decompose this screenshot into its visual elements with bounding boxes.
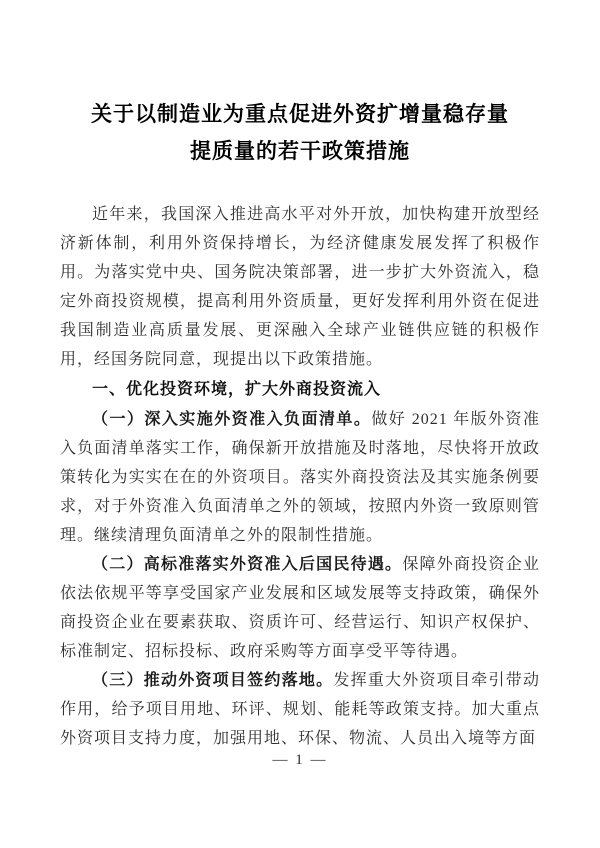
policy-item-1-text: 做好 2021 年版外资准入负面清单落实工作，确保新开放措施及时落地，尽快将开放政策转化为实实在在的外资项目。落实外商投资法及其实施条例要求，对于外资准入负面清单之外的领域，按照内外资一致原则管理。继续清理负面清单之外的限制性措施。 bbox=[60, 411, 540, 544]
policy-item-1 bbox=[60, 405, 540, 550]
policy-item-3 bbox=[60, 666, 540, 753]
page-number: — 1 — bbox=[272, 752, 328, 768]
policy-item-1-lead: （一）深入实施外资准入负面清单。 bbox=[92, 411, 372, 428]
title-line-1: 关于以制造业为重点促进外资扩增量稳存量 bbox=[91, 103, 509, 126]
policy-item-2-text: 保障外商投资企业依法依规平等享受国家产业发展和区域发展等支持政策，确保外商投资企业在要素获取、资质许可、经营运行、知识产权保护、标准制定、招标投标、政府采购等方面享受平等待遇。 bbox=[60, 556, 540, 660]
policy-item-3-text: 发挥重大外资项目牵引带动作用，给予项目用地、环评、规划、能耗等政策支持。加大重点外资项目支持力度，加强用地、环保、物流、人员出入境等方面 bbox=[60, 672, 540, 747]
document-title bbox=[60, 96, 540, 170]
policy-item-2 bbox=[60, 550, 540, 666]
title-line-2: 提质量的若干政策措施 bbox=[190, 140, 410, 163]
intro-paragraph: 近年来，我国深入推进高水平对外开放，加快构建开放型经济新体制，利用外资保持增长，为经济健康发展发挥了积极作用。为落实党中央、国务院决策部署，进一步扩大外资流入，稳定外商投资规模，提高利用外资质量，更好发挥利用外资在促进我国制造业高质量发展、更深融入全球产业链供应链的积极作用，经国务院同意，现提出以下政策措施。 bbox=[60, 206, 540, 368]
section-1-heading: 一、优化投资环境，扩大外商投资流入 bbox=[92, 381, 382, 398]
policy-item-2-lead: （二）高标准落实外资准入后国民待遇。 bbox=[92, 556, 403, 573]
policy-item-3-lead: （三）推动外资项目签约落地。 bbox=[92, 672, 334, 689]
